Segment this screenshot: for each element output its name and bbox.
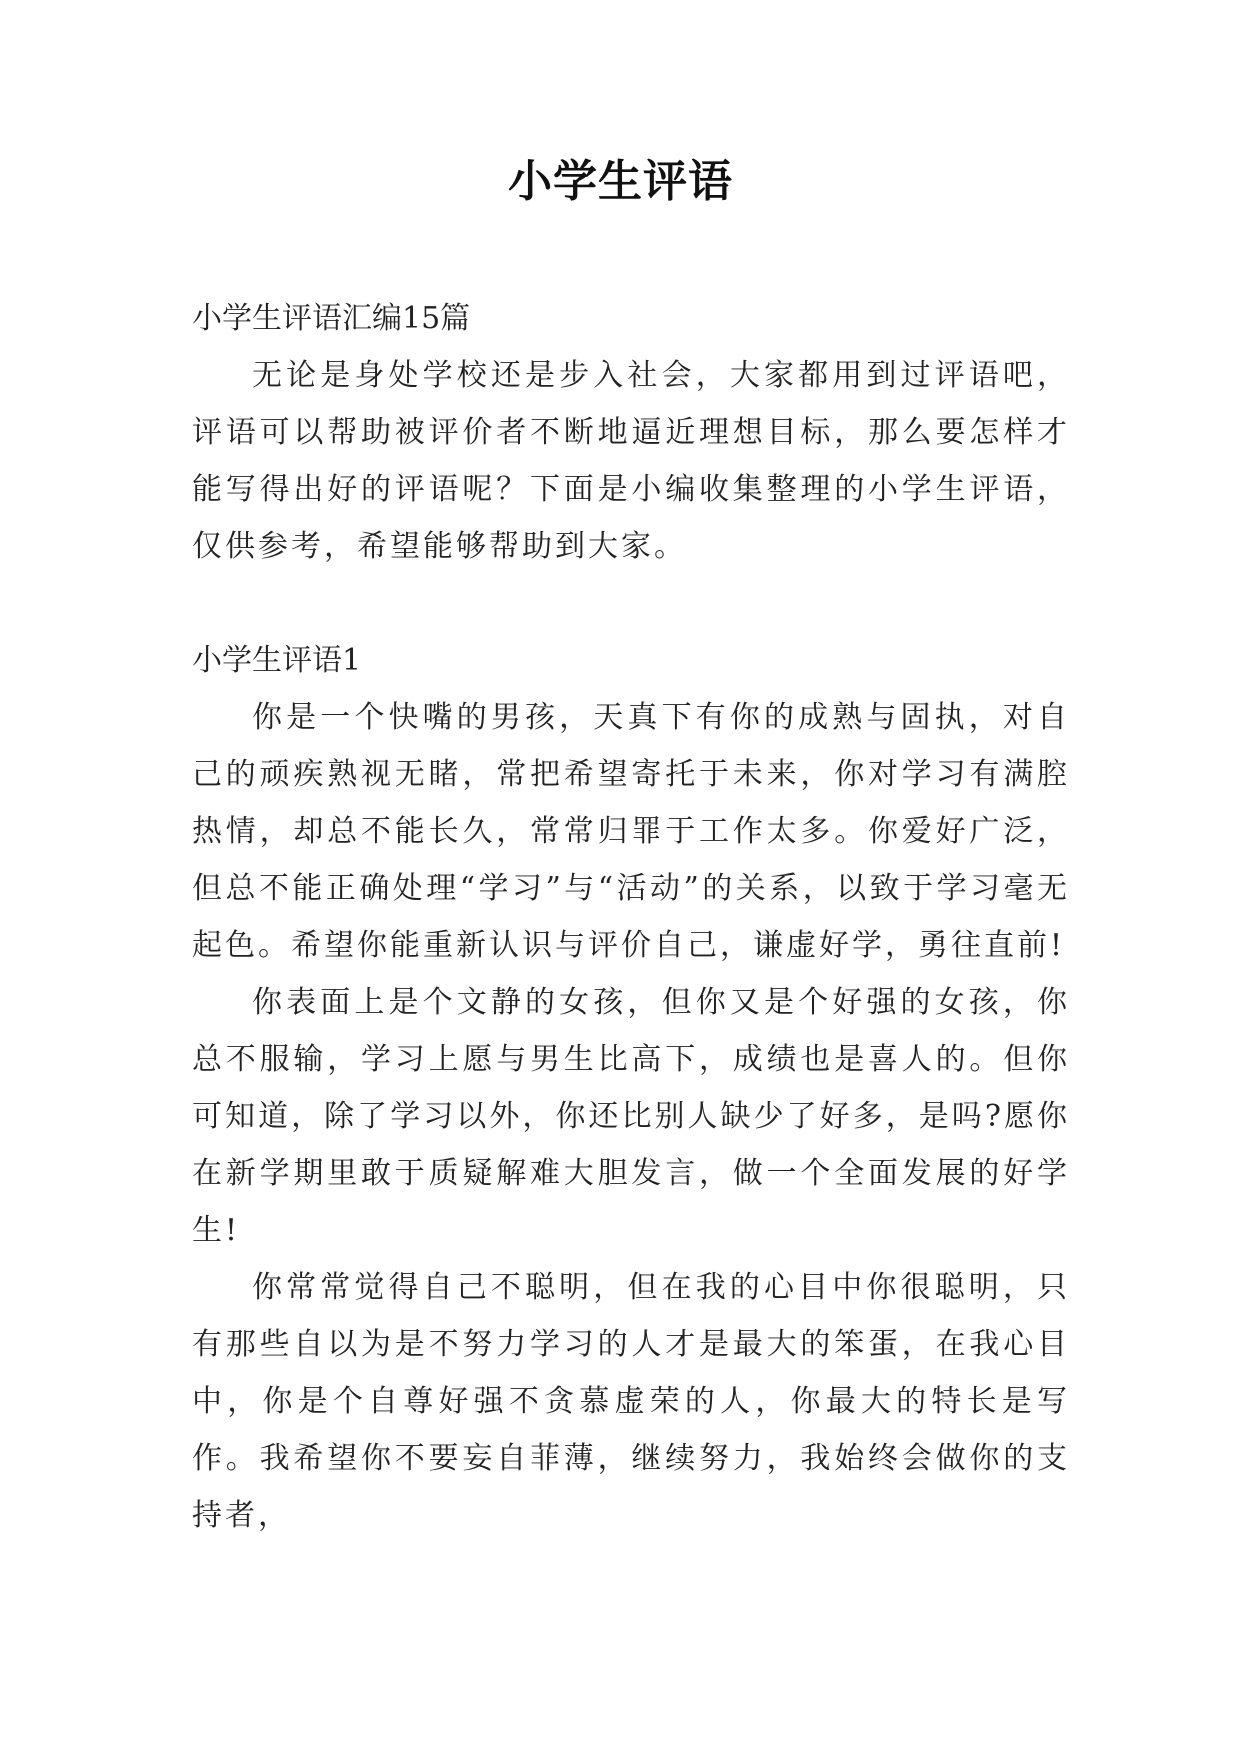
section-heading: 小学生评语1: [192, 643, 362, 678]
page-title: 小学生评语: [508, 156, 733, 207]
intro-heading: 小学生评语汇编15篇: [192, 301, 471, 336]
section-paragraph: 你表面上是个文静的女孩，但你又是个好强的女孩，你总不服输，学习上愿与男生比高下，成绩也是喜人的。但你可知道，除了学习以外，你还比别人缺少了好多，是吗?愿你在新学期里敢于质疑解难大胆发言，做一个全面发展的好学生!: [192, 985, 1070, 1248]
section-paragraph: 你常常觉得自己不聪明，但在我的心目中你很聪明，只有那些自以为是不努力学习的人才是最大的笨蛋，在我心目中，你是个自尊好强不贪慕虚荣的人，你最大的特长是写作。我希望你不要妄自菲薄，继续努力，我始终会做你的支持者，: [192, 1270, 1070, 1533]
document-body: [192, 290, 1070, 1544]
intro-paragraph: 无论是身处学校还是步入社会，大家都用到过评语吧，评语可以帮助被评价者不断地逼近理想目标，那么要怎样才能写得出好的评语呢？下面是小编收集整理的小学生评语，仅供参考，希望能够帮助到大家。: [192, 358, 1070, 564]
section-spacer: [192, 575, 1070, 632]
section-paragraph: 你是一个快嘴的男孩，天真下有你的成熟与固执，对自己的顽疾熟视无睹，常把希望寄托于未来，你对学习有满腔热情，却总不能长久，常常归罪于工作太多。你爱好广泛，但总不能正确处理“学习”与“活动”的关系，以致于学习毫无起色。希望你能重新认识与评价自己，谦虚好学，勇往直前!: [192, 700, 1070, 963]
